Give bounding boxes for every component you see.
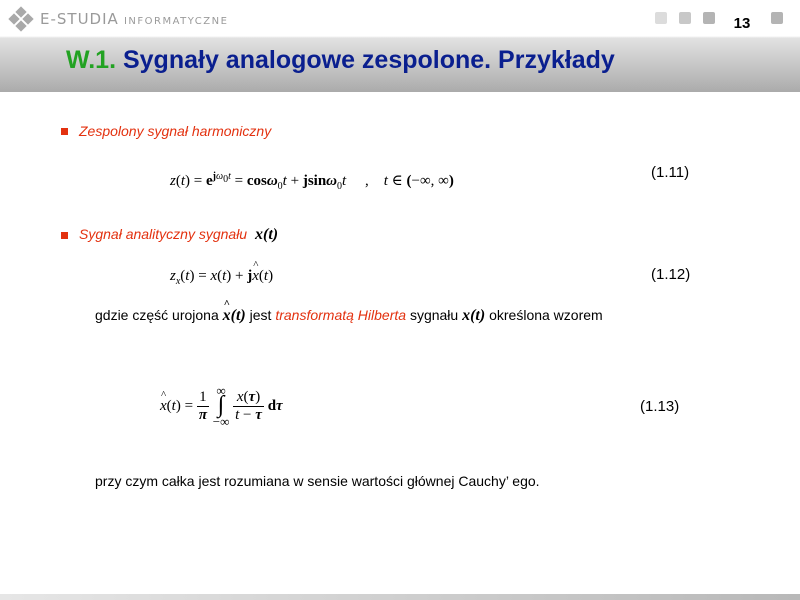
equation-1-11: $z(t) = e^{j\omega_0t} = \cos\omega_0t + jsin\omega_0t$ , t ∈ (−∞, ∞)	[170, 171, 454, 192]
inline-math-x: x(t)	[462, 307, 486, 324]
equation-number-1-11: (1.11)	[651, 164, 690, 181]
fraction-integrand: $\frac{x(\tau)}{t - \tau}$	[235, 389, 262, 423]
inline-math-xhat: ^ x(t)	[223, 307, 246, 324]
bullet-marker	[61, 128, 68, 135]
title-text: Sygnały analogowe zespolone. Przykłady	[122, 46, 615, 74]
paragraph-text: sygnału	[409, 307, 459, 323]
bullet-marker	[61, 232, 68, 239]
paragraph-cauchy: przy czym całka jest rozumiana w sensie wartości głównej Cauchy’ ego.	[95, 473, 540, 489]
previous-slide-button[interactable]	[679, 12, 691, 24]
paragraph-hilbert	[95, 307, 603, 325]
bullet-text-harmonic: Zespolony sygnał harmoniczny	[79, 123, 272, 139]
equation-number-1-12: (1.12)	[651, 266, 691, 283]
title-number: W.1.	[66, 46, 117, 74]
integral-sign: ∞ ∫ −∞	[212, 383, 230, 429]
fraction-one-over-pi: $\frac{1}{\pi}$	[198, 389, 208, 423]
logo-main-text: E-STUDIA	[40, 10, 119, 28]
footer-band	[0, 594, 800, 600]
inline-math-x: x(t)	[251, 226, 279, 243]
hilbert-transform-term: transformatą Hilberta	[275, 307, 407, 323]
bullet-text-analytic	[79, 226, 278, 244]
paragraph-text: jest	[249, 307, 272, 323]
equation-number-1-13: (1.13)	[640, 398, 680, 415]
bullet-text-analytic-label: Sygnał analityczny sygnału	[79, 226, 248, 242]
paragraph-text: określona wzorem	[489, 307, 603, 323]
equation-1-13: ^ x(t) = $\frac{1}{\pi}$ ∞ ∫ −∞ $\frac{x(\tau)}{t - \tau}$ dτ	[160, 384, 283, 429]
paragraph-text: gdzie część urojona	[95, 307, 219, 323]
logo-sub-text: INFORMATYCZNE	[123, 16, 229, 27]
home-button[interactable]	[703, 12, 715, 24]
next-slide-button[interactable]	[771, 12, 783, 24]
equation-1-12: $z_x(t) = x(t)$ + j^ x(t)	[170, 268, 273, 287]
slide-number: 13	[733, 15, 751, 32]
slide-navigation	[0, 8, 800, 32]
first-slide-button[interactable]	[655, 12, 667, 24]
page-title	[66, 46, 615, 75]
